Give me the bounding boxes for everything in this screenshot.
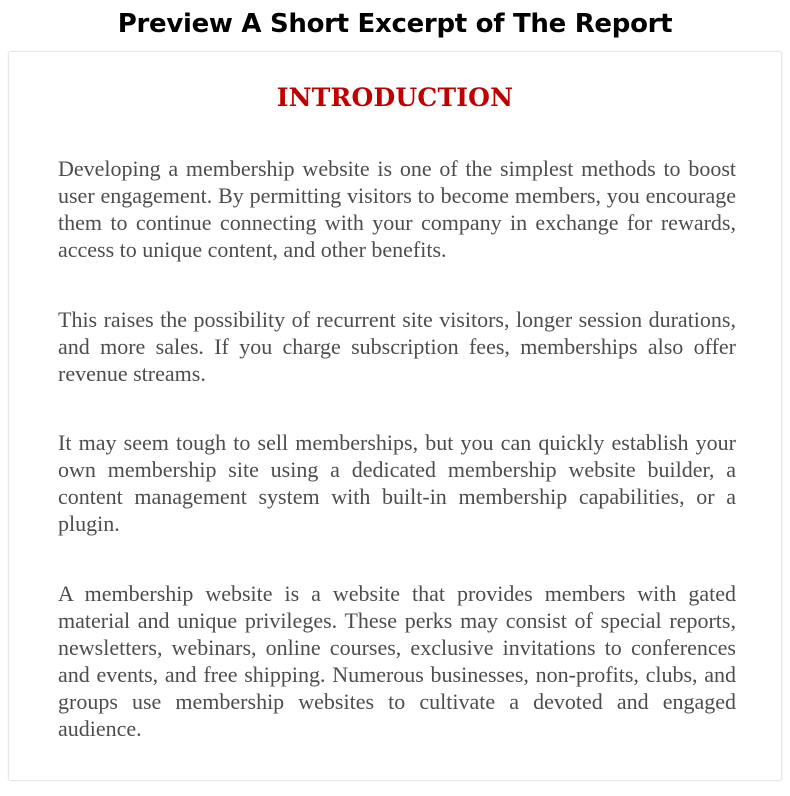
excerpt-card — [8, 51, 782, 781]
page-heading: Preview A Short Excerpt of The Report — [117, 9, 673, 39]
paragraph-1: Developing a membership website is one of the simplest methods to boost user engagement. By permitting visitors to become members, you encourage them to continue connecting with your company in exchange for rewards, access to unique content, and other benefits. — [58, 156, 736, 262]
paragraph-2: This raises the possibility of recurrent site visitors, longer session durations, and more sales. If you charge subscription fees, memberships also offer revenue streams. — [58, 307, 736, 386]
paragraph-4: A membership website is a website that provides members with gated material and unique privileges. These perks may consist of special reports, newsletters, webinars, online courses, exclusive invitations to conferences and events, and free shipping. Numerous businesses, non-profits, clubs, and groups use membership websites to cultivate a devoted and engaged audience. — [58, 581, 736, 741]
section-title: INTRODUCTION — [276, 83, 514, 112]
paragraph-3: It may seem tough to sell memberships, but you can quickly establish your own membership site using a dedicated membership website builder, a content management system with built-in membership capabilities, or a plugin. — [58, 430, 736, 536]
